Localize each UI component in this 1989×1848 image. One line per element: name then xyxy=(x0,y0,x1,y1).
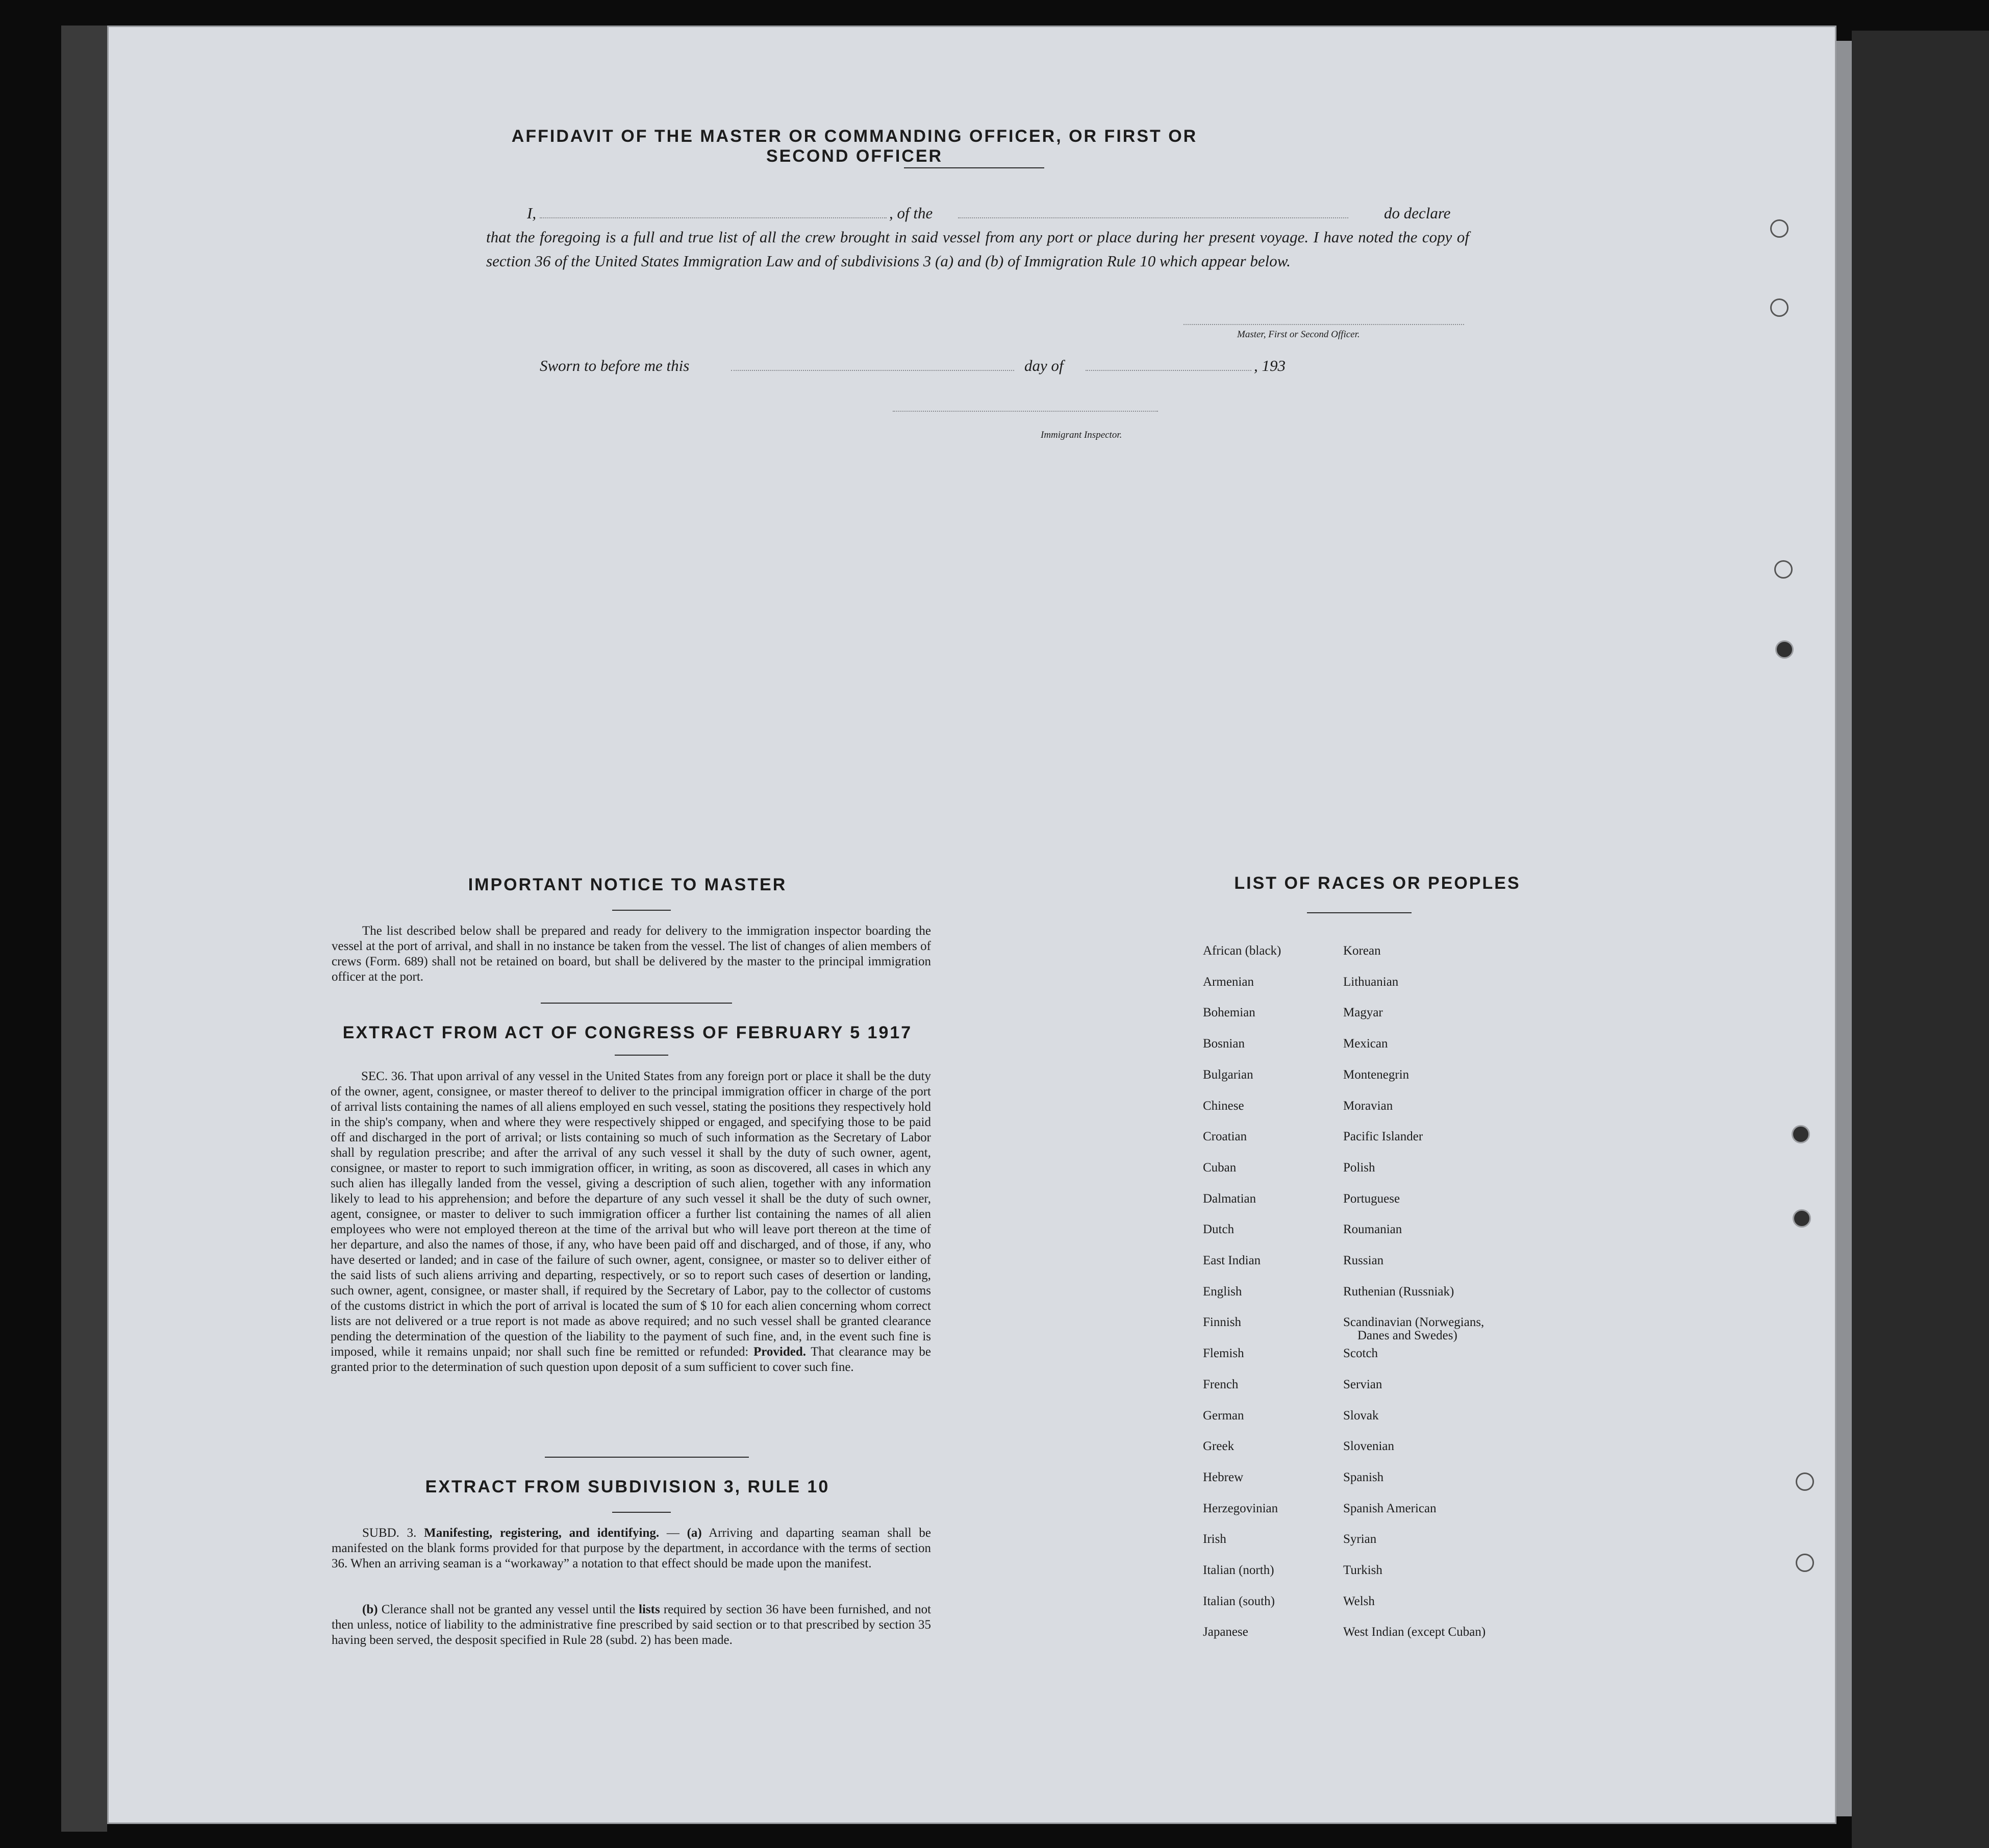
rule10-para-b xyxy=(332,1602,931,1648)
race-list-item: Russian xyxy=(1343,1254,1384,1267)
rule10-b-text-1: Clerance shall not be granted any vessel until the xyxy=(381,1603,635,1616)
race-list-item: Herzegovinian xyxy=(1203,1501,1278,1515)
race-list-item: English xyxy=(1203,1284,1242,1298)
sworn-day-of-label: day of xyxy=(1024,357,1064,374)
binder-hole-icon xyxy=(1774,560,1793,579)
race-list-item: Greek xyxy=(1203,1439,1235,1454)
notice-section-rule xyxy=(541,1003,732,1004)
race-list-item: Korean xyxy=(1343,944,1381,958)
race-list-item: Magyar xyxy=(1343,1006,1383,1020)
races-column-1 xyxy=(1203,944,1341,1699)
document-page xyxy=(107,26,1836,1824)
notice-body: The list described below shall be prepared and ready for delivery to the immigration inspector boarding the vessel at the port of arrival, and shall in no instance be taken from the vessel. The list of changes of alien members of crews (Form. 689) shall not be retained on board, but shall be delivered by the master to the principal immigration officer at the port. xyxy=(332,924,931,984)
race-list-item: Hebrew xyxy=(1203,1470,1244,1484)
affidavit-first-line xyxy=(486,201,1469,225)
race-list-item: Bosnian xyxy=(1203,1037,1245,1051)
binder-hole-icon xyxy=(1770,219,1789,238)
race-list-item: Welsh xyxy=(1343,1594,1375,1608)
act-title-rule xyxy=(615,1055,668,1056)
races-title-rule xyxy=(1307,912,1412,913)
binder-hole-icon xyxy=(1792,1125,1810,1143)
race-list-item: Mexican xyxy=(1343,1037,1388,1051)
act-body-text-post: That clearance may be granted prior to the determination of such question upon deposit of a sum sufficient to cover such fine. xyxy=(331,1345,931,1374)
act-body-text: SEC. 36. That upon arrival of any vessel in the United States from any foreign port or place it shall be the duty of the owner, agent, consignee, or master thereof to deliver to the principal immigration officer in charge of the port of arrival lists containing the names of all aliens employed en such vessel, stating the positions they respectively hold in the ship's company, when and where they were respectively shipped or engaged, and specifying those to be paid off and discharged in the port of arrival; or lists containing so much of such information as the Secretary of Labor shall by regulation prescribe; and after the arrival of any such vessel it shall by the duty of such owner, agent, consignee, or master to report to such immigration officer, in writing, as soon as discovered, all cases in which any such alien has illegally landed from the vessel, giving a description of such alien, together with any information likely to lead to his apprehension; and before the departure of any such vessel it shall be the duty of such owner, agent, consignee, or master to deliver to such immigration officer a further list containing the names of all alien employees who were not employed thereon at the time of the arrival but who will leave port thereon at the time of her departure, and also the names of those, if any, who have been paid off and discharged, and of those, if any, who have deserted or landed; and in case of the failure of such owner, agent, consignee, or master so to deliver either of the said lists of such aliens arriving and departing, respectively, or so to report such cases of desertion or landing, such owner, agent, consignee, or master shall, if required by the Secretary of Labor, pay to the collector of customs of the customs district in which the port of arrival is located the sum of $ 10 for each alien concerning whom correct lists are not delivered or a true report is not made as above required; and no such vessel shall be granted clearance pending the determination of the question of the liability to the payment of such fine, and, in the event such fine is imposed, while it remains unpaid; nor shall such fine be remitted or refunded: xyxy=(331,1069,931,1359)
rule10-b-text-2: required by section 36 have been furnished, and not then unless, notice of liability to the administrative fine prescribed by said section or to that prescribed by section 35 having been served, the desposit specified in Rule 28 (subd. 2) has been made. xyxy=(332,1603,931,1647)
rule10-a-label: (a) xyxy=(687,1526,702,1540)
affidavit-i-label: I, xyxy=(527,204,537,222)
race-list-item: Finnish xyxy=(1203,1315,1242,1330)
affidavit-of-the-label: , of the xyxy=(889,204,933,222)
race-list-item: Turkish xyxy=(1343,1563,1382,1577)
race-list-item: Montenegrin xyxy=(1343,1067,1409,1082)
race-list-item: Spanish American xyxy=(1343,1501,1437,1515)
paper-edge xyxy=(1836,41,1852,1816)
races-title: LIST OF RACES OR PEOPLES xyxy=(1234,873,1521,893)
race-list-item: Dutch xyxy=(1203,1222,1235,1237)
race-list-item: Cuban xyxy=(1203,1160,1237,1175)
race-list-item: Slovenian xyxy=(1343,1439,1394,1454)
race-list-item: Polish xyxy=(1343,1160,1375,1175)
race-list-item: Italian (north) xyxy=(1203,1563,1274,1577)
sworn-year-label: , 193 xyxy=(1254,357,1286,374)
affidavit-declare-label: do declare xyxy=(1384,204,1451,222)
act-body xyxy=(331,1069,931,1375)
race-list-item: Portuguese xyxy=(1343,1191,1400,1206)
rule10-dash: — xyxy=(666,1526,679,1540)
binder-hole-icon xyxy=(1796,1554,1814,1572)
binder-hole-icon xyxy=(1770,298,1789,317)
sworn-day-field[interactable] xyxy=(731,370,1014,371)
binder-hole-icon xyxy=(1793,1209,1811,1228)
race-list-item: Japanese xyxy=(1203,1625,1248,1639)
race-list-item: Slovak xyxy=(1343,1408,1379,1422)
race-list-item: Moravian xyxy=(1343,1098,1393,1113)
rule10-a-text: Arriving and daparting seaman shall be manifested on the blank forms provided for that purpose by the department, in accordance with the terms of section 36. When an arriving seaman is a “workaway” a notation to that effect should be made upon the manifest. xyxy=(332,1526,931,1570)
binder-hole-icon xyxy=(1775,640,1794,659)
race-list-item: French xyxy=(1203,1377,1239,1391)
scan-right-border xyxy=(1852,31,1989,1848)
race-list-item: Armenian xyxy=(1203,975,1254,989)
rule10-title-rule xyxy=(612,1512,671,1513)
race-list-item: Ruthenian (Russniak) xyxy=(1343,1284,1454,1298)
scan-left-border xyxy=(61,26,107,1832)
affidavit-body: that the foregoing is a full and true list of all the crew brought in said vessel from any port or place during her present voyage. I have noted the copy of section 36 of the United States Immigration Law and of subdivisions 3 (a) and (b) of Immigration Rule 10 which appear below. xyxy=(486,228,1469,270)
race-list-item: German xyxy=(1203,1408,1244,1422)
binder-hole-icon xyxy=(1796,1472,1814,1491)
notice-title: IMPORTANT NOTICE TO MASTER xyxy=(468,875,787,894)
act-provided-label: Provided. xyxy=(753,1345,806,1359)
race-list-item: Scandinavian (Norwegians, xyxy=(1343,1315,1484,1330)
race-list-item: Chinese xyxy=(1203,1098,1244,1113)
race-list-item: Syrian xyxy=(1343,1532,1377,1546)
inspector-signature-field[interactable] xyxy=(893,411,1158,412)
officer-signature-caption: Master, First or Second Officer. xyxy=(1237,329,1360,340)
notice-title-rule xyxy=(612,910,671,911)
affidavit-title-rule xyxy=(904,167,1044,168)
rule10-title: EXTRACT FROM SUBDIVISION 3, RULE 10 xyxy=(425,1477,830,1496)
race-list-item: Irish xyxy=(1203,1532,1226,1546)
race-list-item: Servian xyxy=(1343,1377,1382,1391)
rule10-subd-label: SUBD. 3. xyxy=(362,1526,417,1540)
rule10-b-lists: lists xyxy=(639,1603,660,1616)
declarant-name-field[interactable] xyxy=(540,217,887,218)
sworn-line xyxy=(540,354,1407,378)
rule10-b-label: (b) xyxy=(362,1603,378,1616)
race-list-item: West Indian (except Cuban) xyxy=(1343,1625,1486,1639)
race-list-item: Bulgarian xyxy=(1203,1067,1253,1082)
rule10-para-a xyxy=(332,1526,931,1571)
race-list-item: Roumanian xyxy=(1343,1222,1402,1237)
act-title: EXTRACT FROM ACT OF CONGRESS OF FEBRUARY 5 1917 xyxy=(342,1023,913,1042)
race-list-item: Italian (south) xyxy=(1203,1594,1275,1608)
officer-signature-field[interactable] xyxy=(1184,324,1464,325)
act-section-rule xyxy=(545,1457,749,1458)
race-list-item: Dalmatian xyxy=(1203,1191,1256,1206)
race-list-item: Bohemian xyxy=(1203,1006,1255,1020)
race-list-item: Lithuanian xyxy=(1343,975,1399,989)
inspector-signature-caption: Immigrant Inspector. xyxy=(1041,430,1122,440)
vessel-name-field[interactable] xyxy=(958,217,1348,218)
affidavit-title: AFFIDAVIT OF THE MASTER OR COMMANDING OFFICER, OR FIRST OR SECOND OFFICER xyxy=(511,127,1198,166)
race-list-item: Croatian xyxy=(1203,1130,1247,1144)
race-list-item: Scotch xyxy=(1343,1346,1378,1361)
races-column-2 xyxy=(1343,944,1563,1699)
race-list-item-continuation: Danes and Swedes) xyxy=(1357,1329,1457,1343)
sworn-month-field[interactable] xyxy=(1086,370,1251,371)
race-list-item: African (black) xyxy=(1203,944,1281,958)
rule10-subd-heading: Manifesting, registering, and identifying. xyxy=(424,1526,660,1540)
race-list-item: Spanish xyxy=(1343,1470,1384,1484)
race-list-item: East Indian xyxy=(1203,1254,1261,1267)
sworn-prefix: Sworn to before me this xyxy=(540,357,690,374)
race-list-item: Flemish xyxy=(1203,1346,1244,1361)
race-list-item: Pacific Islander xyxy=(1343,1130,1423,1144)
